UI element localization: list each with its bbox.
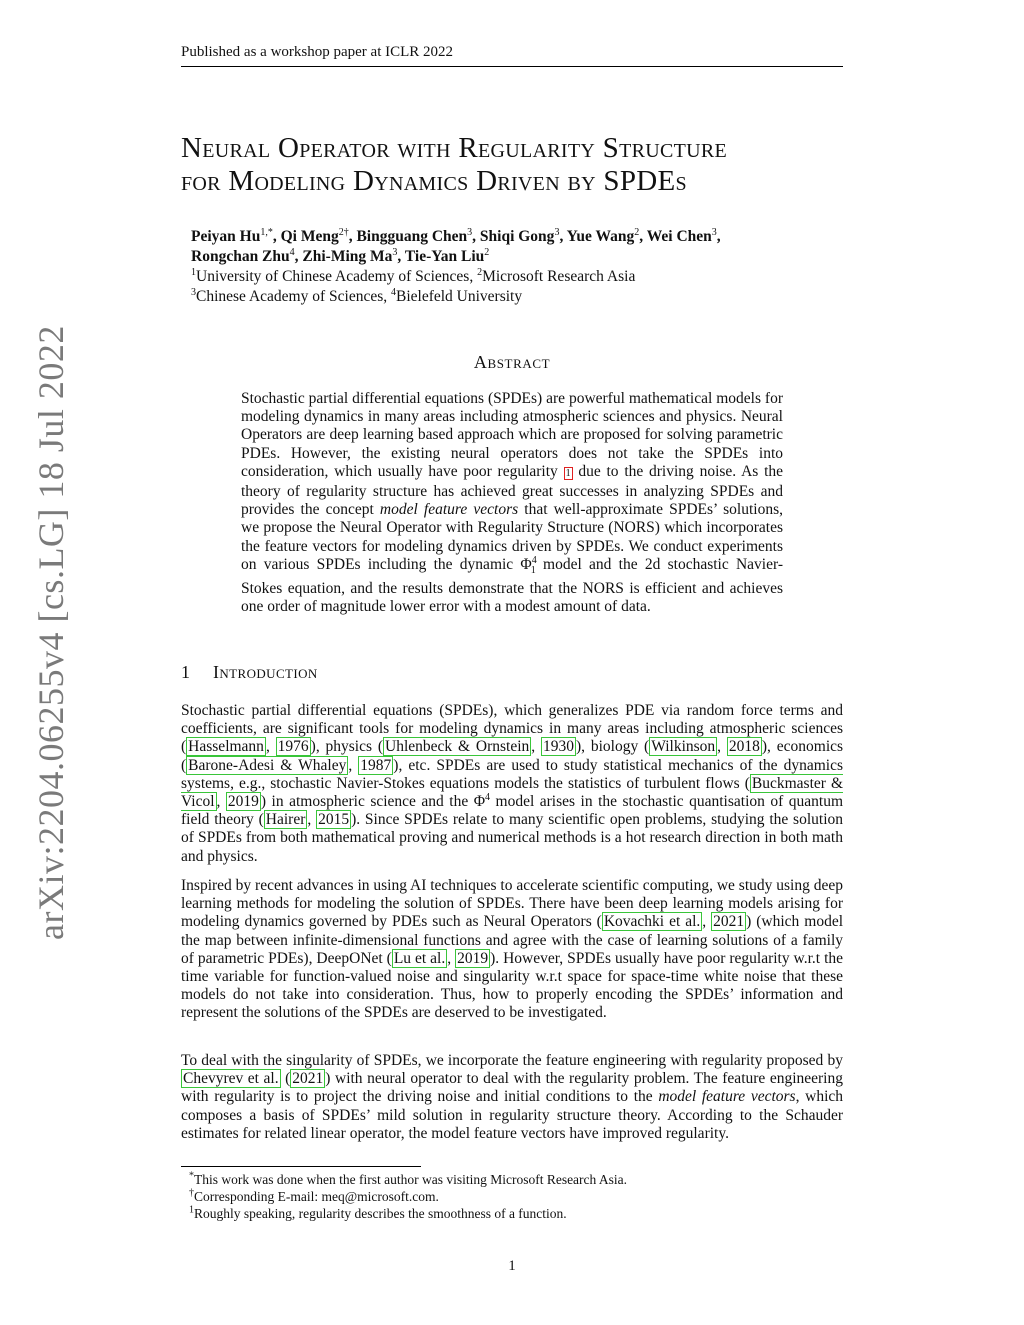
- author-name: Yue Wang: [566, 228, 635, 245]
- author-name: Wei Chen: [646, 228, 712, 245]
- citation-link[interactable]: Buckmaster & Vicol: [181, 774, 843, 811]
- affil-mark: 4: [390, 286, 396, 298]
- affil-mark: 2: [477, 266, 483, 278]
- text: Inspired by recent advances in using AI techniques to accelerate scientific computing, we study using deep learning methods for modeling the solution of SPDEs. There have been deep learning models arising for modeling dynamics governed by PDEs such as Neural Operators (: [181, 877, 843, 931]
- footnote-mark: 1: [189, 1204, 194, 1216]
- author-mark: 1,*: [260, 226, 273, 238]
- citation-link[interactable]: 2015: [318, 811, 350, 829]
- running-header: Published as a workshop paper at ICLR 2022: [181, 44, 454, 60]
- arxiv-watermark: arXiv:2204.06255v4 [cs.LG] 18 Jul 2022: [31, 325, 71, 940]
- section-title: Introduction: [213, 662, 318, 682]
- footnote-mark: *: [189, 1170, 194, 1182]
- citation-link[interactable]: Hairer: [265, 811, 306, 829]
- page-number: 1: [508, 1258, 516, 1274]
- citation-link[interactable]: Uhlenbeck & Ornstein: [385, 738, 530, 756]
- abstract-part: model and the 2d stochastic Navier-Stokes equation, and the results demonstrate that the NORS is efficient and achieves one order of magnitude lower error with a modest amount of data.: [241, 555, 783, 616]
- affiliation: Microsoft Research Asia: [482, 268, 636, 285]
- title-line-1: Neural Operator with Regularity Structure: [181, 132, 728, 164]
- footnote-1: [181, 1171, 843, 1188]
- footnote-3: [181, 1205, 843, 1222]
- citation-link[interactable]: Chevyrev et al.: [183, 1070, 279, 1088]
- abstract-part: Stochastic partial differential equations (SPDEs) are powerful mathematical models for modeling dynamics in many areas including atmospheric sciences and physics. Neural Operators are deep learning based approach which are proposed for solving parametric PDEs. However, the existing neural operators does not take the SPDEs into consideration, which usually have poor regularity: [241, 390, 783, 480]
- title-line-2: for Modeling Dynamics Driven by SPDEs: [181, 165, 687, 197]
- intro-paragraph-2: Inspired by recent advances in using AI techniques to accelerate scientific computing, we study using deep learning methods for modeling the solution of SPDEs. There have been deep learning models arising for modeling dynamics governed by PDEs such as Neural Operators ( Kovachki et al. , 2021 ) (which model the map between infinite-dimensional functions and agree with the case of learning solutions of a family of parametric PDEs), DeepONet ( Lu et al. , 2019 ). However, SPDEs usually have poor regularity w.r.t the time variable for function-valued noise and singularity w.r.t space for space-time white noise that these models do not take into consideration. Thus, how to properly encoding the SPDEs’ information and represent the solutions of the SPDEs are deserved to be investigated.: [181, 877, 844, 1022]
- header-rule: [181, 66, 843, 67]
- footnote-text: Roughly speaking, regularity describes the smoothness of a function.: [194, 1206, 567, 1221]
- author-name: Tie-Yan Liu: [404, 248, 485, 265]
- author-mark: 4: [289, 246, 295, 258]
- abstract-heading: Abstract: [473, 352, 551, 372]
- text: Stochastic partial differential equations (SPDEs), which generalizes PDE via random force terms and coefficients, are significant tools for modeling dynamics in many areas including atmospheric sciences (: [181, 702, 843, 756]
- citation-link[interactable]: Wilkinson: [651, 738, 716, 756]
- intro-paragraph-3: To deal with the singularity of SPDEs, we incorporate the feature engineering with regularity proposed by Chevyrev et al. ( 2021 ) with neural operator to deal with the regularity problem. The feature engineering with regularity is to project the driving noise and initial conditions to the model feature vectors, which composes a basis of SPDEs’ mild solution in regularity structure theory. According to the Schauder estimates for related linear operator, the model feature vectors have improved regularity.: [181, 1052, 844, 1142]
- author-mark: 3: [554, 226, 560, 238]
- intro-paragraph-1: Stochastic partial differential equations (SPDEs), which generalizes PDE via random force terms and coefficients, are significant tools for modeling dynamics in many areas including atmospheric sciences ( Hasselmann , 1976 ), physics ( Uhlenbeck & Ornstein , 1930 ), biology ( Wilkinson , 2018 ), economics ( Barone-Adesi & Whaley , 1987 ), etc. SPDEs are used to study statistical mechanics of the dynamics systems, e.g., stochastic Navier-Stokes equations models the statistics of turbulent flows ( Buckmaster & Vicol , 2019 ) in atmospheric science and the $\Phi^4$ model arises in the stochastic quantisation of quantum field theory ( Hairer , 2015 ). Since SPDEs relate to many scientific open problems, studying the solution of SPDEs from both mathematical proving and numerical methods is a hot research direction in both math and physics.: [181, 702, 844, 865]
- author-mark: 3: [711, 226, 717, 238]
- footnote-mark: †: [189, 1187, 194, 1199]
- citation-link[interactable]: 2019: [457, 949, 489, 967]
- author-mark: 3: [467, 226, 473, 238]
- section-heading-introduction: [181, 662, 318, 683]
- affiliation: Bielefeld University: [395, 288, 523, 305]
- citation-link[interactable]: 1987: [360, 756, 392, 774]
- affiliation: Chinese Academy of Sciences,: [196, 288, 391, 305]
- footnote-2: [181, 1188, 843, 1205]
- affil-mark: 3: [191, 286, 196, 298]
- affiliation-line-1: [191, 267, 831, 287]
- math-sup: 4: [485, 791, 491, 803]
- author-name: Shiqi Gong: [479, 228, 555, 245]
- author-mark: 2†: [338, 226, 349, 238]
- affiliation-line-2: [191, 287, 831, 307]
- footnote-text: Corresponding E-mail: meq@microsoft.com.: [194, 1189, 439, 1204]
- paper-title: [181, 132, 861, 198]
- section-number: 1: [181, 662, 191, 682]
- footnotes: [181, 1171, 843, 1222]
- author-mark: 2: [484, 246, 490, 258]
- citation-link[interactable]: 1976: [277, 738, 309, 756]
- footnote-rule: [181, 1166, 421, 1167]
- author-name: Bingguang Chen: [356, 228, 468, 245]
- author-name: Rongchan Zhu: [191, 248, 290, 265]
- math-sup: 4: [531, 554, 537, 566]
- abstract-italic: model feature vectors: [379, 501, 519, 519]
- citation-link[interactable]: 2021: [292, 1070, 324, 1088]
- author-name: Zhi-Ming Ma: [302, 248, 393, 265]
- citation-link[interactable]: Kovachki et al.: [603, 913, 701, 931]
- text: To deal with the singularity of SPDEs, we incorporate the feature engineering with regularity proposed by: [181, 1052, 843, 1069]
- abstract-part: due to the driving noise. As the theory of regularity structure has achieved great successes in analyzing SPDEs and provides the concept: [241, 462, 784, 519]
- citation-link[interactable]: Barone-Adesi & Whaley: [188, 756, 347, 774]
- math-sub: 1: [530, 564, 536, 576]
- citation-link[interactable]: 1930: [542, 738, 574, 756]
- citation-link[interactable]: 2021: [713, 913, 745, 931]
- author-line-2: Rongchan Zhu$^4$, Zhi-Ming Ma$^3$, Tie-Yan Liu$^2$: [191, 246, 490, 265]
- italic-term: model feature vectors: [658, 1088, 796, 1106]
- footnote-link[interactable]: 1: [565, 467, 571, 479]
- affil-mark: 1: [191, 266, 196, 278]
- author-name: Qi Meng: [280, 228, 339, 245]
- abstract-part: that well-approximate SPDEs’ solutions, we propose the Neural Operator with Regularity Structure (NORS) which incorporates the feature vectors for modeling dynamics driven by SPDEs. We conduct experiments on various SPDEs including the dynamic Φ: [241, 501, 784, 573]
- author-name: Peiyan Hu: [191, 228, 261, 245]
- author-mark: 3: [392, 246, 398, 258]
- author-block: [191, 227, 831, 307]
- abstract-text: [241, 390, 783, 617]
- author-line-1: Peiyan $Hu^{1,*}$, Qi Meng$^{2\dagger}$, Bingguang Chen$^3$, Shiqi Gong$^3$, Yue Wang$^2$, Wei Chen$^3$,: [191, 226, 721, 245]
- citation-link[interactable]: 2018: [728, 738, 760, 756]
- affiliation: University of Chinese Academy of Sciences,: [196, 268, 478, 285]
- citation-link[interactable]: Lu et al.: [393, 949, 446, 967]
- citation-link[interactable]: 2019: [227, 793, 259, 811]
- citation-link[interactable]: Hasselmann: [188, 738, 264, 756]
- footnote-text: This work was done when the first author was visiting Microsoft Research Asia.: [194, 1172, 628, 1187]
- author-mark: 2: [634, 226, 640, 238]
